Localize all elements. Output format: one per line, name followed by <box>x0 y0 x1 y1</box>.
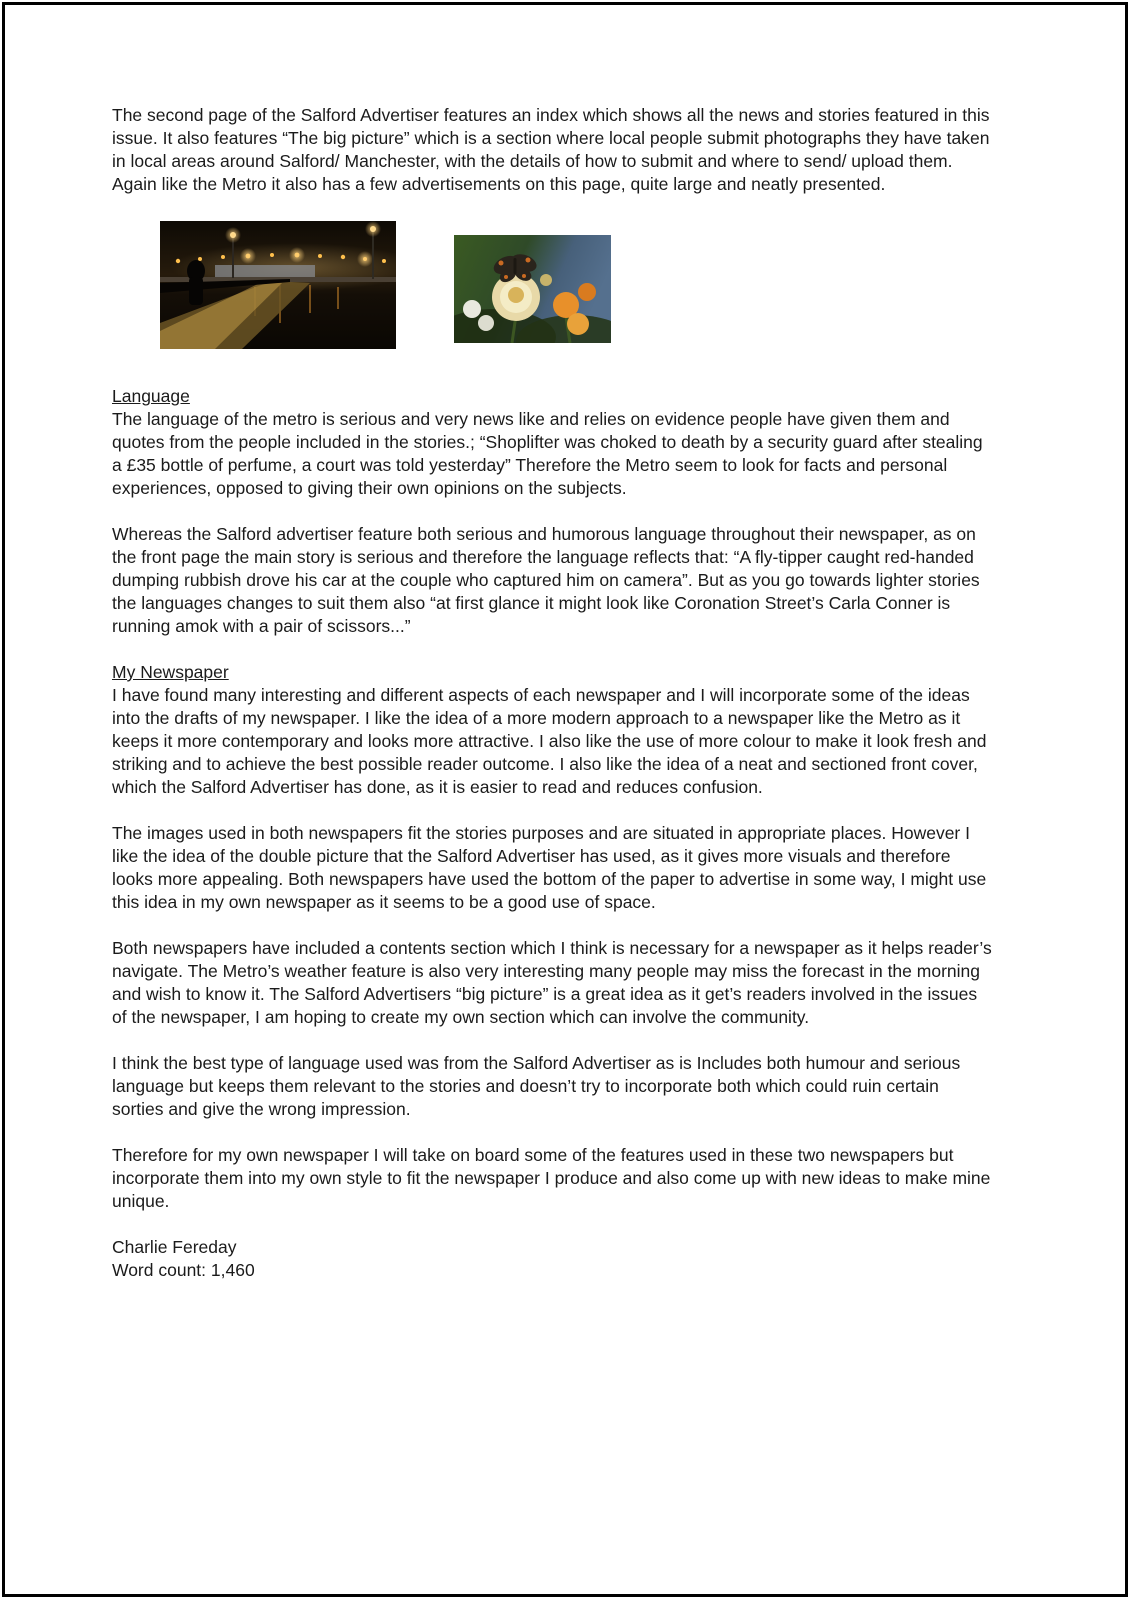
flowers-butterfly-photo <box>454 235 611 343</box>
night-bridge-illustration <box>160 221 396 349</box>
my-newspaper-paragraph-2: The images used in both newspapers fit the stories purposes and are situated in appropriate places. However I like the idea of the double picture that the Salford Advertiser has used, as it gives more visuals and therefore looks more appealing. Both newspapers have used the bottom of the paper to advertise in some way, I might use this idea in my own newspaper as it seems to be a good use of space. <box>112 823 987 912</box>
my-newspaper-paragraph-5: Therefore for my own newspaper I will take on board some of the features used in these two newspapers but incorporate them into my own style to fit the newspaper I produce and also come up with new ideas to make mine unique. <box>112 1145 991 1211</box>
word-count: Word count: 1,460 <box>112 1260 255 1280</box>
section-language <box>112 385 994 638</box>
flowers-butterfly-illustration <box>454 235 611 343</box>
section-heading-language: Language <box>112 386 190 406</box>
author-name: Charlie Fereday <box>112 1237 237 1257</box>
photo-row <box>160 221 994 349</box>
document-content <box>112 104 994 1282</box>
section-my-newspaper <box>112 661 994 1213</box>
my-newspaper-paragraph-4: I think the best type of language used was from the Salford Advertiser as is Includes both humour and serious language but keeps them relevant to the stories and doesn’t try to incorporate both which could ruin certain sorties and give the wrong impression. <box>112 1053 961 1119</box>
my-newspaper-paragraph-1: I have found many interesting and different aspects of each newspaper and I will incorporate some of the ideas into the drafts of my newspaper. I like the idea of a more modern approach to a newspaper like the Metro as it keeps it more contemporary and looks more attractive. I also like the use of more colour to make it look fresh and striking and to achieve the best possible reader outcome. I also like the idea of a neat and sectioned front cover, which the Salford Advertiser has done, as it is easier to read and reduces confusion. <box>112 685 987 797</box>
intro-paragraph: The second page of the Salford Advertiser features an index which shows all the news and stories featured in this issue. It also features “The big picture” which is a section where local people submit photographs they have taken in local areas around Salford/ Manchester, with the details of how to submit and where to send/ upload them. Again like the Metro it also has a few advertisements on this page, quite large and neatly presented. <box>112 105 990 194</box>
signature-block <box>112 1236 994 1282</box>
language-paragraph-1: The language of the metro is serious and very news like and relies on evidence people have given them and quotes from the people included in the stories.; “Shoplifter was choked to death by a security guard after stealing a £35 bottle of perfume, a court was told yesterday” Therefore the Metro seem to look for facts and personal experiences, opposed to giving their own opinions on the subjects. <box>112 409 983 498</box>
language-paragraph-2: Whereas the Salford advertiser feature both serious and humorous language throughout their newspaper, as on the front page the main story is serious and therefore the language reflects that: “A fly-tipper caught red-handed dumping rubbish drove his car at the couple who captured him on camera”. But as you go towards lighter stories the languages changes to suit them also “at first glance it might look like Coronation Street’s Carla Conner is running amok with a pair of scissors...” <box>112 524 980 636</box>
night-bridge-photo <box>160 221 396 349</box>
section-heading-my-newspaper: My Newspaper <box>112 662 229 682</box>
my-newspaper-paragraph-3: Both newspapers have included a contents section which I think is necessary for a newspaper as it helps reader’s navigate. The Metro’s weather feature is also very interesting many people may miss the forecast in the morning and wish to know it. The Salford Advertisers “big picture” is a great idea as it get’s readers involved in the issues of the newspaper, I am hoping to create my own section which can involve the community. <box>112 938 992 1027</box>
